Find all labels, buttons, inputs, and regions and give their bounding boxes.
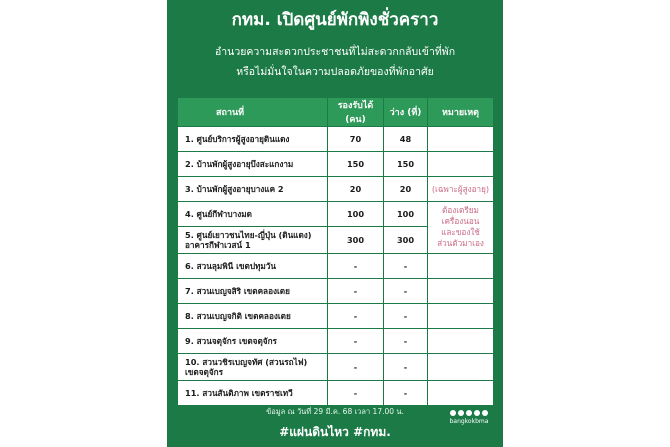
row-note [428,127,494,152]
table-header-row [178,98,494,127]
row-note [428,279,494,304]
announcement-card [167,0,503,447]
table-row [178,354,494,381]
row-name-line-1: 10. สวนวชิรเบญจทัศ (สวนรถไฟ) [185,357,308,367]
table-row [178,279,494,304]
social-icon [458,410,464,416]
row-name [178,354,328,381]
row-name-line-2: อาคารกีฬาเวสน์ 1 [185,240,251,250]
row-name: 6. สวนลุมพินี เขตปทุมวัน [178,254,328,279]
row-note [428,381,494,406]
row-name-line-1: 5. ศูนย์เยาวชนไทย-ญี่ปุ่น (ดินแดง) [185,230,312,240]
row-capacity: 20 [328,177,384,202]
row-capacity: - [328,279,384,304]
row-vacant: - [384,304,428,329]
row-capacity: 150 [328,152,384,177]
social-icon [482,410,488,416]
row-name: 2. บ้านพักผู้สูงอายุบึงสะแกงาม [178,152,328,177]
row-note [428,354,494,381]
row-vacant: 20 [384,177,428,202]
table-row [178,177,494,202]
row-vacant: - [384,254,428,279]
table-row [178,381,494,406]
header-location: สถานที่ [178,98,328,127]
row-note [428,152,494,177]
row-note-bring-bedding [428,202,494,254]
table-row [178,127,494,152]
page-title: กทม. เปิดศูนย์พักพิงชั่วคราว [231,10,439,30]
header-capacity: รองรับได้ (คน) [328,98,384,127]
row-name: 1. ศูนย์บริการผู้สูงอายุดินแดง [178,127,328,152]
row-vacant: 100 [384,202,428,227]
row-name [178,227,328,254]
subtitle [167,42,503,82]
row-vacant: - [384,381,428,406]
row-capacity: - [328,304,384,329]
row-capacity: 100 [328,202,384,227]
data-timestamp: ข้อมูล ณ วันที่ 29 มี.ค. 68 เวลา 17.00 น. [266,407,404,416]
social-icon [474,410,480,416]
table-row [178,304,494,329]
brand-logo [445,410,493,425]
row-note [428,304,494,329]
row-capacity: - [328,329,384,354]
note-line: ต้องเตรียม [442,205,479,215]
note-line: เครื่องนอน [441,216,480,226]
row-vacant: 48 [384,127,428,152]
row-name: 11. สวนสันติภาพ เขตราชเทวี [178,381,328,406]
row-vacant: - [384,279,428,304]
social-icon [466,410,472,416]
row-capacity: 70 [328,127,384,152]
row-name: 3. บ้านพักผู้สูงอายุบางแค 2 [178,177,328,202]
social-icons [445,410,493,416]
social-icon [450,410,456,416]
header-note: หมายเหตุ [428,98,494,127]
table-row [178,329,494,354]
brand-name: bangkokbma [449,418,489,425]
row-capacity: 300 [328,227,384,254]
table-row [178,254,494,279]
note-line: และของใช้ [441,227,480,237]
row-vacant: 150 [384,152,428,177]
row-name: 7. สวนเบญจสิริ เขตคลองเตย [178,279,328,304]
header-vacant: ว่าง (ที่) [384,98,428,127]
row-name: 8. สวนเบญจกิติ เขตคลองเตย [178,304,328,329]
row-note [428,329,494,354]
row-vacant: 300 [384,227,428,254]
row-capacity: - [328,354,384,381]
row-capacity: - [328,381,384,406]
row-vacant: - [384,354,428,381]
row-name-line-2: เขตจตุจักร [185,367,223,377]
row-name: 4. ศูนย์กีฬาบางมด [178,202,328,227]
note-line: ส่วนตัวมาเอง [437,238,484,248]
row-name: 9. สวนจตุจักร เขตจตุจักร [178,329,328,354]
table-row [178,202,494,227]
shelter-table [177,97,494,406]
row-capacity: - [328,254,384,279]
row-vacant: - [384,329,428,354]
table-row [178,152,494,177]
row-note-elderly-only: (เฉพาะผู้สูงอายุ) [428,177,494,202]
subtitle-line-1: อำนวยความสะดวกประชาชนที่ไม่สะดวกกลับเข้าที่พัก [214,46,456,58]
row-note [428,254,494,279]
subtitle-line-2: หรือไม่มั่นใจในความปลอดภัยของที่พักอาศัย [236,66,434,78]
hashtag-text: #แผ่นดินไหว #กทม. [279,425,391,439]
